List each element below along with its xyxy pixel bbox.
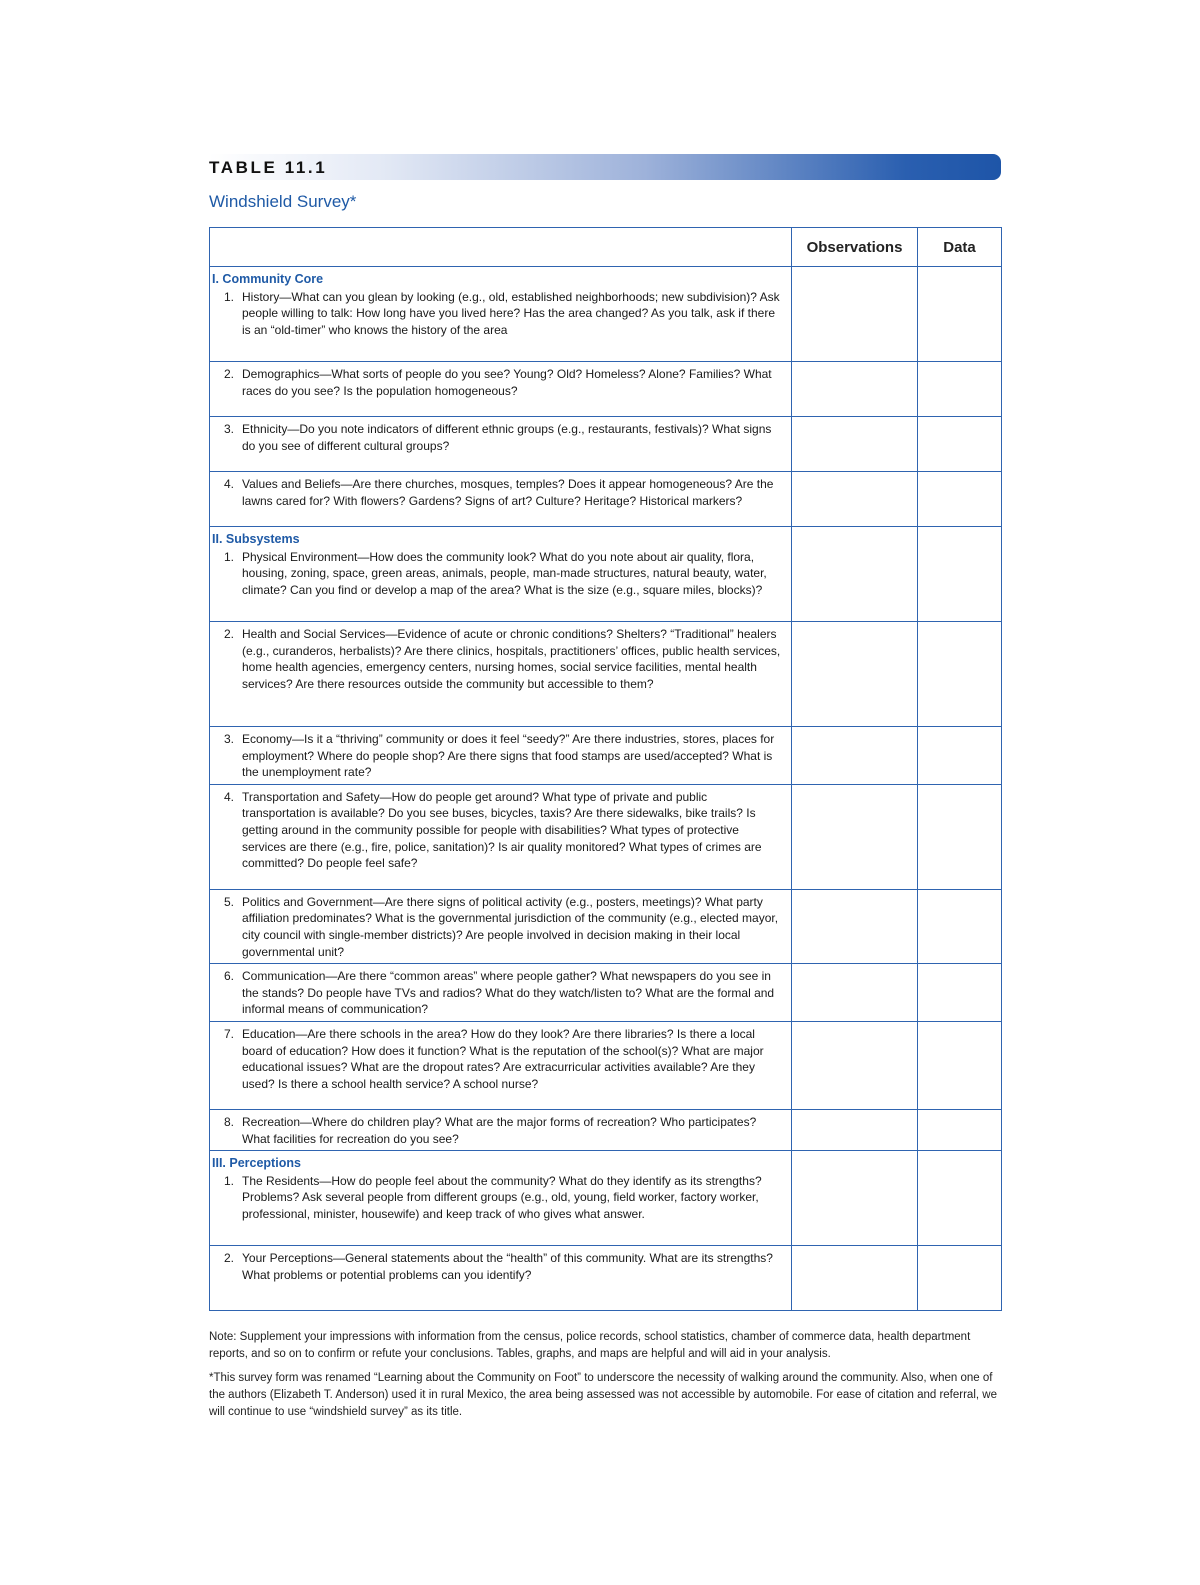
survey-question — [212, 968, 781, 1018]
observations-cell[interactable] — [792, 417, 918, 472]
survey-table — [209, 227, 1002, 1311]
table-row — [210, 1246, 1002, 1311]
table-row — [210, 417, 1002, 472]
data-cell[interactable] — [918, 1151, 1002, 1246]
table-row — [210, 1021, 1002, 1109]
note-text: Note: Supplement your impressions with information from the census, police records, school statistics, chamber of commerce data, health department reports, and so on to confirm or refute your conclusions. Tables, graphs, and maps are helpful and will aid in your analysis. — [209, 1331, 971, 1361]
data-cell[interactable] — [918, 889, 1002, 963]
table-row — [210, 362, 1002, 417]
data-cell[interactable] — [918, 417, 1002, 472]
question-text: Education—Are there schools in the area? How do they look? Are there libraries? Is there a local board of education? How does it function? What is the reputation of the school(s)? What are major educational issues? What are the dropout rates? Are extracurricular activities available? Are they used? Is there a school health service? A school nurse? — [242, 1026, 764, 1091]
observations-cell[interactable] — [792, 267, 918, 362]
observations-cell[interactable] — [792, 362, 918, 417]
survey-question — [212, 626, 781, 692]
observations-column-header: Observations — [792, 228, 918, 267]
observations-cell[interactable] — [792, 784, 918, 889]
data-cell[interactable] — [918, 472, 1002, 527]
question-text: Transportation and Safety—How do people get around? What type of private and public transportation is available? Do you see buses, bicycles, taxis? Are there sidewalks, bike trails? Is getting around in the community possible for people with disabilities? What types of protective services are there (e.g., fire, police, sanitation)? Is air quality monitored? What types of crimes are committed? Do people feel safe? — [242, 789, 762, 871]
survey-table-body — [210, 267, 1002, 1311]
data-cell[interactable] — [918, 1021, 1002, 1109]
survey-item-cell — [210, 727, 792, 785]
survey-item-cell — [210, 889, 792, 963]
question-number: 2. — [223, 627, 234, 641]
question-number: 7. — [223, 1026, 234, 1041]
survey-question — [212, 731, 781, 781]
table-row — [210, 472, 1002, 527]
question-text: Physical Environment—How does the community look? What do you note about air quality, flora, housing, zoning, space, green areas, animals, people, man-made structures, natural beauty, water, climate? Can you find or develop a map of the area? What is the size (e.g., square miles, blocks)? — [242, 549, 767, 597]
table-header-row — [210, 228, 1002, 267]
question-number: 2. — [223, 1251, 234, 1266]
observations-cell[interactable] — [792, 1151, 918, 1246]
question-number: 4. — [223, 477, 234, 491]
data-cell[interactable] — [918, 1246, 1002, 1311]
question-number: 3. — [223, 422, 234, 436]
question-text: History—What can you glean by looking (e.g., old, established neighborhoods; new subdivision)? Ask people willing to talk: How long have you lived here? Has the area changed? As you talk, ask if there is an “old-timer” who knows the history of the area — [242, 289, 780, 337]
survey-item-cell — [210, 1246, 792, 1311]
observations-cell[interactable] — [792, 1109, 918, 1150]
question-number: 2. — [223, 367, 234, 381]
survey-item-cell — [210, 267, 792, 362]
survey-question — [212, 1173, 781, 1223]
question-text: Demographics—What sorts of people do you see? Young? Old? Homeless? Alone? Families? What races do you see? Is the population homogeneous? — [242, 367, 772, 398]
question-text: Values and Beliefs—Are there churches, mosques, temples? Does it appear homogeneous? Are the lawns cared for? With flowers? Gardens? Signs of art? Culture? Heritage? Historical markers? — [242, 477, 774, 508]
survey-item-cell — [210, 622, 792, 727]
survey-item-cell — [210, 1151, 792, 1246]
question-number: 6. — [223, 969, 234, 984]
question-number: 4. — [223, 789, 234, 804]
survey-question — [212, 1250, 781, 1283]
asterisk-footnote: *This survey form was renamed “Learning about the Community on Foot” to underscore the necessity of walking around the community. Also, when one of the authors (Elizabeth T. Anderson) used it in rural Mexico, the area being assessed was not accessible by automobile. For ease of citation and referral, we will continue to use “windshield survey” as its title. — [209, 1372, 997, 1419]
survey-question — [212, 894, 781, 960]
table-row — [210, 267, 1002, 362]
question-number: 5. — [223, 894, 234, 909]
table-row — [210, 784, 1002, 889]
table-row — [210, 527, 1002, 622]
survey-question — [212, 476, 781, 509]
question-number: 1. — [223, 1173, 234, 1188]
survey-question — [212, 1026, 781, 1092]
data-cell[interactable] — [918, 1109, 1002, 1150]
observations-cell[interactable] — [792, 622, 918, 727]
survey-item-cell — [210, 1109, 792, 1150]
question-text: The Residents—How do people feel about the community? What do they identify as its strengths? Problems? Ask several people from different groups (e.g., old, young, field worker, factory worker, professional, minister, housewife) and keep track of who gives what answer. — [242, 1173, 762, 1221]
table-row — [210, 964, 1002, 1022]
question-number: 1. — [223, 549, 234, 564]
data-cell[interactable] — [918, 362, 1002, 417]
data-cell[interactable] — [918, 622, 1002, 727]
survey-item-cell — [210, 527, 792, 622]
data-cell[interactable] — [918, 784, 1002, 889]
observations-cell[interactable] — [792, 472, 918, 527]
table-row — [210, 889, 1002, 963]
survey-item-cell — [210, 784, 792, 889]
question-text: Recreation—Where do children play? What are the major forms of recreation? Who participates? What facilities for recreation do you see? — [242, 1114, 757, 1146]
question-text: Politics and Government—Are there signs of political activity (e.g., posters, meetings)? What party affiliation predominates? What is the governmental jurisdiction of the community (e.g., elected mayor, city council with single-member districts)? Are people involved in decision making in their local governmental unit? — [242, 894, 779, 959]
survey-item-cell — [210, 417, 792, 472]
observations-cell[interactable] — [792, 1246, 918, 1311]
data-cell[interactable] — [918, 527, 1002, 622]
question-number: 8. — [223, 1114, 234, 1129]
question-text: Economy—Is it a “thriving” community or does it feel “seedy?” Are there industries, stores, places for employment? Where do people shop? Are there signs that food stamps are used/accepted? What is the unemployment rate? — [242, 732, 775, 780]
question-text: Communication—Are there “common areas” where people gather? What newspapers do you see in the stands? Do people have TVs and radios? What do they watch/listen to? What are the formal and informal means of communication? — [242, 969, 775, 1017]
observations-cell[interactable] — [792, 964, 918, 1022]
survey-question — [212, 421, 781, 454]
question-text: Health and Social Services—Evidence of acute or chronic conditions? Shelters? “Traditional” healers (e.g., curanderos, herbalists)? Are there clinics, hospitals, practitioners’ offices, public health services, home health agencies, emergency centers, nursing homes, social service facilities, mental health services? Are there resources outside the community but accessible to them? — [242, 627, 781, 691]
observations-cell[interactable] — [792, 889, 918, 963]
survey-item-cell — [210, 964, 792, 1022]
observations-cell[interactable] — [792, 727, 918, 785]
document-page — [209, 154, 1001, 1428]
section-heading: II. Subsystems — [212, 532, 300, 546]
survey-question — [212, 549, 781, 599]
observations-cell[interactable] — [792, 1021, 918, 1109]
table-label-bar — [209, 154, 1001, 180]
survey-item-cell — [210, 362, 792, 417]
table-row — [210, 1109, 1002, 1150]
survey-question — [212, 366, 781, 399]
table-row — [210, 622, 1002, 727]
survey-question — [212, 289, 781, 339]
survey-question — [212, 789, 781, 872]
survey-item-cell — [210, 472, 792, 527]
question-number: 3. — [223, 732, 234, 746]
table-row — [210, 1151, 1002, 1246]
question-text: Your Perceptions—General statements about the “health” of this community. What are its strengths? What problems or potential problems can you identify? — [242, 1251, 773, 1282]
table-label: TABLE 11.1 — [209, 158, 328, 177]
footnotes — [209, 1329, 1001, 1421]
section-heading: I. Community Core — [212, 272, 324, 286]
question-number: 1. — [223, 289, 234, 304]
data-column-header: Data — [918, 228, 1002, 267]
table-title: Windshield Survey* — [209, 192, 357, 211]
data-cell[interactable] — [918, 964, 1002, 1022]
data-cell[interactable] — [918, 267, 1002, 362]
data-cell[interactable] — [918, 727, 1002, 785]
section-heading: III. Perceptions — [212, 1156, 301, 1171]
survey-item-cell — [210, 1021, 792, 1109]
survey-question — [212, 1114, 781, 1147]
table-row — [210, 727, 1002, 785]
observations-cell[interactable] — [792, 527, 918, 622]
item-column-header — [210, 228, 792, 267]
question-text: Ethnicity—Do you note indicators of different ethnic groups (e.g., restaurants, festivals)? What signs do you see of different cultural groups? — [242, 422, 772, 453]
